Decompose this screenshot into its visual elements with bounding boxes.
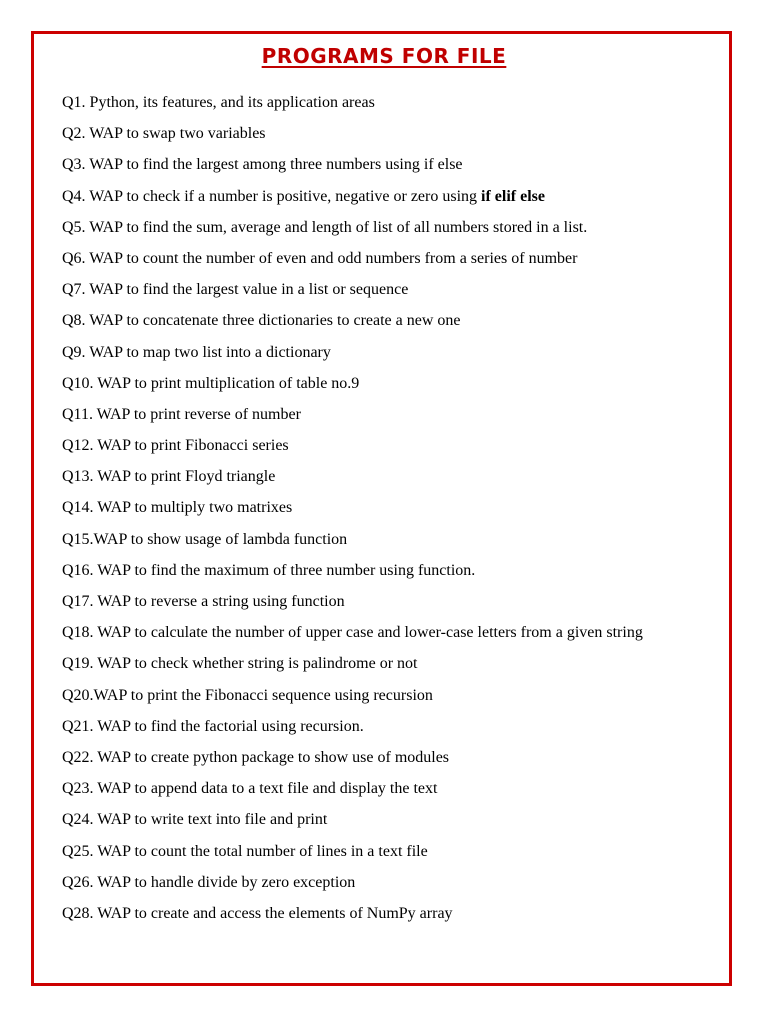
question-list — [62, 93, 643, 935]
question-text: Q26. WAP to handle divide by zero exception — [62, 873, 356, 891]
question-item — [62, 748, 643, 779]
question-text: Q2. WAP to swap two variables — [62, 125, 266, 143]
question-item — [62, 218, 643, 249]
question-text: Q12. WAP to print Fibonacci series — [62, 437, 289, 455]
question-text: Q18. WAP to calculate the number of upper case and lower-case letters from a given string — [62, 624, 643, 642]
question-item — [62, 93, 643, 124]
question-item — [62, 187, 643, 218]
question-text: Q19. WAP to check whether string is palindrome or not — [62, 655, 418, 673]
question-text: Q1. Python, its features, and its application areas — [62, 94, 375, 111]
question-text: Q11. WAP to print reverse of number — [62, 405, 301, 423]
question-item — [62, 374, 643, 405]
question-item — [62, 904, 643, 935]
question-text: Q4. WAP to check if a number is positive, negative or zero using — [62, 187, 482, 205]
question-text: Q16. WAP to find the maximum of three number using function. — [62, 561, 476, 579]
question-item — [62, 343, 643, 374]
question-item — [62, 124, 643, 155]
question-emphasis: if elif else — [481, 187, 545, 205]
question-text: Q9. WAP to map two list into a dictionary — [62, 343, 331, 361]
question-text: Q21. WAP to find the factorial using recursion. — [62, 717, 364, 735]
question-item — [62, 623, 643, 654]
page-title: PROGRAMS FOR FILE — [261, 44, 507, 68]
question-item — [62, 592, 643, 623]
question-text: Q8. WAP to concatenate three dictionaries to create a new one — [62, 312, 461, 330]
question-item — [62, 311, 643, 342]
question-item — [62, 561, 643, 592]
question-item — [62, 873, 643, 904]
question-item — [62, 654, 643, 685]
question-item — [62, 810, 643, 841]
question-text: Q17. WAP to reverse a string using function — [62, 593, 345, 610]
question-item — [62, 405, 643, 436]
question-item — [62, 530, 643, 561]
question-text: Q24. WAP to write text into file and print — [62, 811, 328, 829]
question-text: Q28. WAP to create and access the elements of NumPy array — [62, 904, 453, 922]
question-text: Q22. WAP to create python package to show use of modules — [62, 748, 450, 766]
question-text: Q6. WAP to count the number of even and odd numbers from a series of number — [62, 249, 578, 267]
question-item — [62, 436, 643, 467]
question-text: Q3. WAP to find the largest among three numbers using if else — [62, 156, 463, 174]
question-text: Q14. WAP to multiply two matrixes — [62, 499, 293, 517]
question-text: Q7. WAP to find the largest value in a list or sequence — [62, 281, 409, 299]
question-text: Q23. WAP to append data to a text file and display the text — [62, 780, 438, 798]
question-item — [62, 467, 643, 498]
question-item — [62, 280, 643, 311]
question-item — [62, 717, 643, 748]
question-item — [62, 249, 643, 280]
question-item — [62, 155, 643, 186]
question-item — [62, 842, 643, 873]
question-text: Q25. WAP to count the total number of lines in a text file — [62, 842, 428, 860]
question-text: Q20.WAP to print the Fibonacci sequence using recursion — [62, 686, 433, 704]
question-item — [62, 779, 643, 810]
question-text: Q13. WAP to print Floyd triangle — [62, 468, 276, 486]
question-item — [62, 498, 643, 529]
question-text: Q10. WAP to print multiplication of table no.9 — [62, 374, 360, 392]
question-text: Q15.WAP to show usage of lambda function — [62, 530, 348, 548]
question-text: Q5. WAP to find the sum, average and length of list of all numbers stored in a list. — [62, 218, 588, 236]
question-item — [62, 686, 643, 717]
